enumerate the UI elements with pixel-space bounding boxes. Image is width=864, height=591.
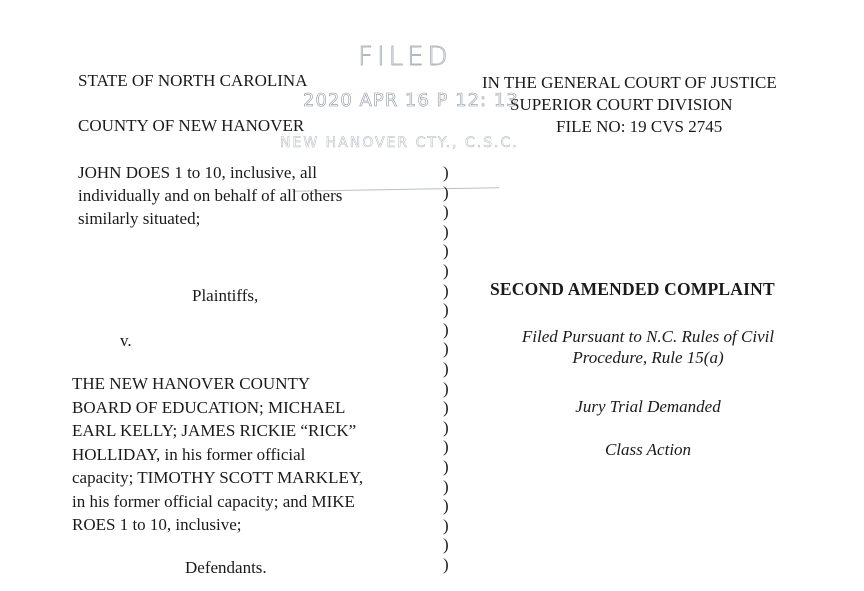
caption-parenthesis: ) <box>443 476 449 496</box>
county-heading: COUNTY OF NEW HANOVER <box>78 116 305 135</box>
caption-parenthesis: ) <box>443 163 449 182</box>
jury-trial-note: Jury Trial Demanded <box>575 397 721 416</box>
defendants-line: BOARD OF EDUCATION; MICHAEL <box>72 397 346 417</box>
plaintiffs-line: JOHN DOES 1 to 10, inclusive, all <box>78 163 317 182</box>
caption-parenthesis: ) <box>443 535 449 555</box>
stamp-date-text: 2020 APR 16 P 12: 13 <box>303 90 519 111</box>
defendants-line: capacity; TIMOTHY SCOTT MARKLEY, <box>72 468 364 487</box>
caption-parenthesis: ) <box>443 280 449 300</box>
caption-parenthesis: ) <box>443 202 449 222</box>
stamp-filed-text: FILED <box>358 42 452 72</box>
caption-parenthesis: ) <box>443 221 449 241</box>
caption-parenthesis: ) <box>443 496 449 516</box>
defendants-line: EARL KELLY; JAMES RICKIE “RICK” <box>72 421 357 440</box>
caption-parenthesis: ) <box>443 260 449 280</box>
caption-parenthesis: ) <box>443 241 449 261</box>
caption-parenthesis: ) <box>443 182 449 202</box>
versus-label: v. <box>120 331 132 350</box>
plaintiffs-line: individually and on behalf of all others <box>78 186 343 205</box>
plaintiffs-label: Plaintiffs, <box>192 286 259 305</box>
defendants-caption <box>72 372 363 537</box>
caption-parenthesis: ) <box>443 437 449 457</box>
defendants-line: HOLLIDAY, in his former official <box>72 444 306 464</box>
caption-parenthesis: ) <box>443 319 449 339</box>
defendants-line: in his former official capacity; and MIKE <box>72 491 355 511</box>
complaint-title: SECOND AMENDED COMPLAINT <box>490 279 775 299</box>
filed-stamp <box>280 38 540 168</box>
filed-pursuant-note: Filed Pursuant to N.C. Rules of Civil Procedure, Rule 15(a) <box>521 327 775 367</box>
file-number: FILE NO: 19 CVS 2745 <box>556 117 723 136</box>
defendants-line: THE NEW HANOVER COUNTY <box>72 374 311 393</box>
caption-parenthesis: ) <box>443 554 449 574</box>
plaintiffs-caption <box>78 161 342 230</box>
caption-parenthesis: ) <box>443 339 449 359</box>
caption-parenthesis: ) <box>443 417 449 437</box>
caption-parenthesis-column <box>443 163 455 574</box>
caption-parenthesis: ) <box>443 378 449 398</box>
caption-parenthesis: ) <box>443 358 449 378</box>
court-division: SUPERIOR COURT DIVISION <box>510 95 733 114</box>
caption-parenthesis: ) <box>443 515 449 535</box>
class-action-note: Class Action <box>604 440 692 459</box>
caption-parenthesis: ) <box>443 456 449 476</box>
caption-parenthesis: ) <box>443 398 449 418</box>
stamp-office-text: NEW HANOVER CTY., C.S.C. <box>280 135 519 151</box>
plaintiffs-line: similarly situated; <box>78 209 201 228</box>
court-name: IN THE GENERAL COURT OF JUSTICE <box>482 73 777 92</box>
state-heading: STATE OF NORTH CAROLINA <box>78 71 308 90</box>
defendants-label: Defendants. <box>185 558 267 577</box>
defendants-line: ROES 1 to 10, inclusive; <box>72 515 242 534</box>
caption-parenthesis: ) <box>443 300 449 320</box>
